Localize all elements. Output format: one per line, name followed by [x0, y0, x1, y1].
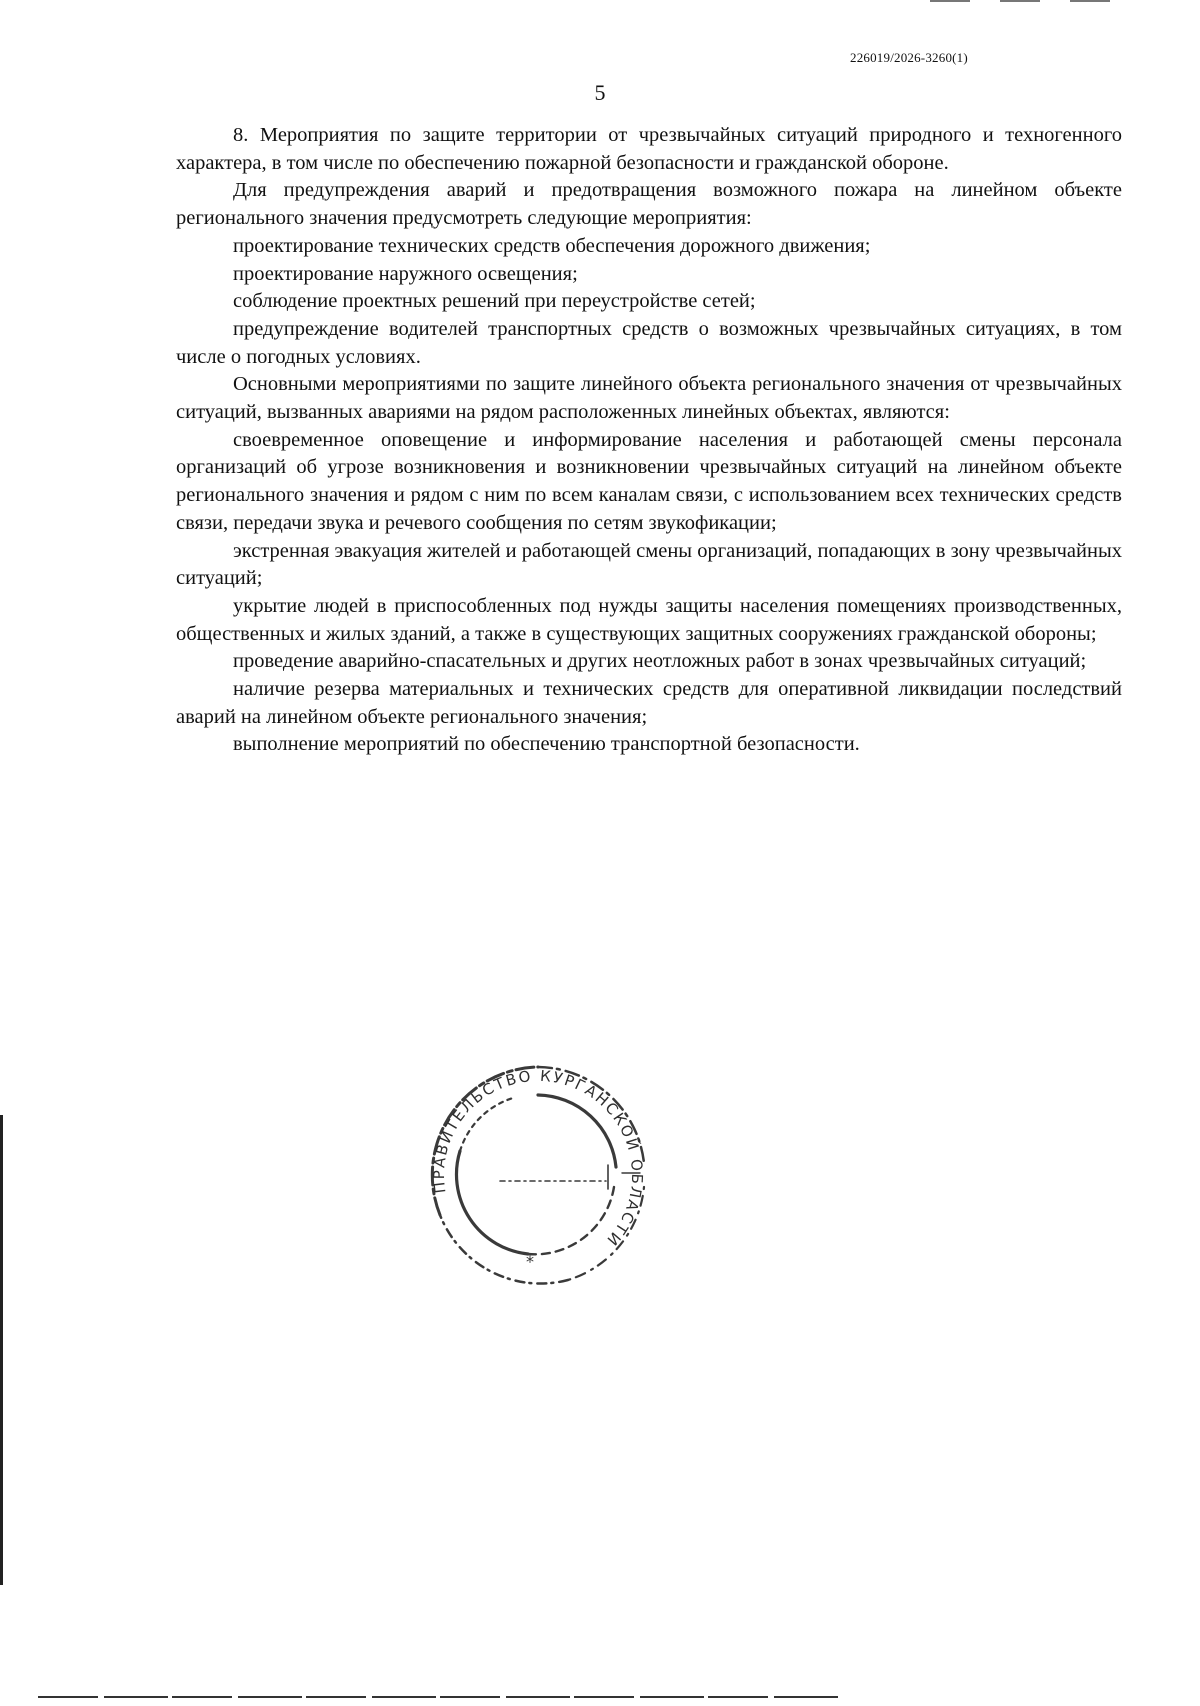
paragraph: Основными мероприятиями по защите линейного объекта регионального значения от чрезвычайных ситуаций, вызванных авариями на рядом расположенных линейных объектах, являются:	[176, 373, 1122, 424]
document-registration-number: 226019/2026-3260(1)	[850, 50, 968, 65]
list-item: проектирование наружного освещения;	[233, 262, 578, 285]
section-heading: 8. Мероприятия по защите территории от чрезвычайных ситуаций природного и техногенного характера, в том числе по обеспечению пожарной безопасности и гражданской обороне.	[176, 124, 1122, 174]
scan-artifact-left	[0, 1115, 3, 1585]
svg-text:*: *	[526, 1252, 534, 1271]
list-item: экстренная эвакуация жителей и работающей смены организаций, попадающих в зону чрезвычайных ситуаций;	[176, 539, 1122, 590]
list-item: проведение аварийно-спасательных и других неотложных работ в зонах чрезвычайных ситуаций;	[233, 650, 1087, 673]
list-item: своевременное оповещение и информирование населения и работающей смены персонала организаций об угрозе возникновения и возникновении чрезвычайных ситуаций на линейном объекте регионального значения и рядом с ним по всем каналам связи, с использованием всех технических средств связи, передачи звука и речевого сообщения по сетям звукофикации;	[176, 428, 1122, 534]
list-item: выполнение мероприятий по обеспечению транспортной безопасности.	[233, 733, 860, 756]
list-item: соблюдение проектных решений при переустройстве сетей;	[233, 290, 756, 313]
list-item: укрытие людей в приспособленных под нужды защиты населения помещениях производственных, общественных и жилых зданий, а также в существующих защитных сооружениях гражданской обороны;	[176, 594, 1122, 645]
paragraph: Для предупреждения аварий и предотвращения возможного пожара на линейном объекте регионального значения предусмотреть следующие мероприятия:	[176, 179, 1122, 230]
document-body	[176, 122, 1122, 759]
list-item: проектирование технических средств обеспечения дорожного движения;	[233, 234, 871, 257]
page-number: 5	[594, 80, 606, 105]
list-item: предупреждение водителей транспортных средств о возможных чрезвычайных ситуациях, в том числе о погодных условиях.	[176, 317, 1122, 368]
official-seal-stamp	[418, 1055, 658, 1295]
seal-lettering: ПРАВИТЕЛЬСТВО КУРГАНСКОЙ ОБЛАСТИ	[429, 1066, 647, 1251]
scan-artifact-bottom	[38, 1696, 838, 1698]
scan-artifact-top	[930, 0, 1120, 2]
list-item: наличие резерва материальных и технических средств для оперативной ликвидации последствий аварий на линейном объекте регионального значения;	[176, 678, 1122, 728]
